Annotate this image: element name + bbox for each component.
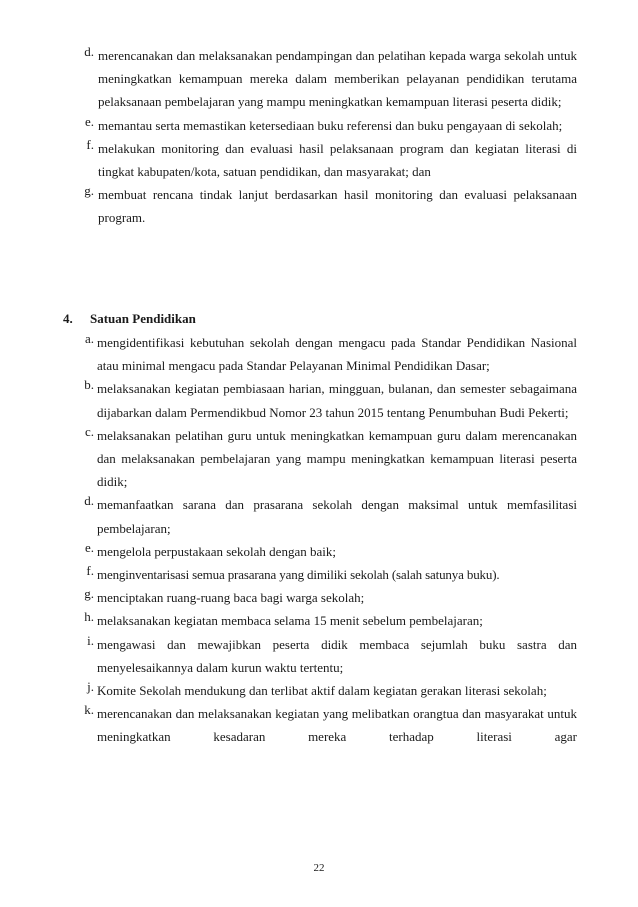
list-marker: f. [86, 563, 94, 579]
list-item-g [0, 586, 577, 609]
list-item-text: membuat rencana tindak lanjut berdasarkan hasil monitoring dan evaluasi pelaksanaan program. [98, 187, 577, 226]
list-item-text: memantau serta memastikan ketersediaan buku referensi dan buku pengayaan di sekolah; [98, 117, 563, 133]
list-item-d [0, 493, 577, 539]
list-item-text: memanfaatkan sarana dan prasarana sekolah dengan maksimal untuk memfasilitasi pembelajaran; [97, 497, 577, 536]
list-item-text: melaksanakan kegiatan membaca selama 15 menit sebelum pembelajaran; [97, 613, 483, 629]
list-item-b [0, 377, 577, 423]
list-item-f [0, 137, 577, 183]
list-marker: g. [84, 183, 94, 199]
section-number: 4. [63, 311, 73, 326]
page-number: 22 [313, 862, 325, 874]
list-marker: e. [84, 539, 94, 555]
list-item-d [0, 44, 577, 114]
list-item-g [0, 183, 577, 229]
list-marker: k. [84, 702, 94, 718]
list-item-text: mengawasi dan mewajibkan peserta didik membaca sejumlah buku sastra dan menyelesaikannya dalam kurun waktu tertentu; [97, 636, 577, 675]
list-marker: i. [87, 632, 94, 648]
list-item-text: merencanakan dan melaksanakan pendampingan dan pelatihan kepada warga sekolah untuk meningkatkan kemampuan mereka dalam memberikan pelayanan pendidikan terutama pelaksanaan pembelajaran yang mampu meningkatkan kemampuan literasi peserta didik; [98, 48, 577, 110]
list-marker: h. [84, 609, 94, 625]
list-item-text: Komite Sekolah mendukung dan terlibat aktif dalam kegiatan gerakan literasi sekolah; [97, 683, 547, 699]
list-item-e [0, 540, 577, 563]
list-item-text: mengelola perpustakaan sekolah dengan baik; [97, 543, 336, 559]
list-item-e [0, 114, 577, 137]
list-item-text: melaksanakan pelatihan guru untuk meningkatkan kemampuan guru dalam merencanakan dan melaksanakan pembelajaran yang mampu meningkatkan kemampuan literasi peserta didik; [97, 427, 577, 490]
list-item-h [0, 609, 577, 632]
list-item-f [0, 563, 577, 586]
section-title: Satuan Pendidikan [90, 311, 196, 326]
continued-list [0, 44, 638, 230]
list-item-a [0, 331, 577, 377]
list-item-text: menciptakan ruang-ruang baca bagi warga sekolah; [97, 590, 365, 606]
list-marker: a. [84, 331, 94, 346]
list-marker: d. [84, 44, 94, 59]
list-marker: e. [84, 113, 94, 129]
list-item-j [0, 679, 577, 702]
list-item-text: merencanakan dan melaksanakan kegiatan yang melibatkan orangtua dan masyarakat untuk meningkatkan kesadaran mereka terhadap literasi agar [97, 706, 577, 745]
list-marker: b. [84, 377, 94, 393]
section-list [0, 331, 638, 749]
list-item-text: melaksanakan kegiatan pembiasaan harian, mingguan, bulanan, dan semester sebagaimana dijabarkan dalam Permendikbud Nomor 23 tahun 2015 tentang Penumbuhan Budi Pekerti; [97, 381, 577, 420]
list-marker: c. [84, 423, 94, 439]
list-marker: d. [84, 493, 94, 509]
list-item-k [0, 702, 577, 748]
list-item-text: menginventarisasi semua prasarana yang dimiliki sekolah (salah satunya buku). [97, 567, 500, 583]
list-item-text: mengidentifikasi kebutuhan sekolah dengan mengacu pada Standar Pendidikan Nasional atau minimal mengacu pada Standar Pelayanan Minimal Pendidikan Dasar; [97, 335, 577, 374]
list-marker: j. [87, 679, 94, 695]
list-marker: f. [86, 136, 94, 152]
list-item-c [0, 424, 577, 494]
list-item-i [0, 633, 577, 679]
list-item-text: melakukan monitoring dan evaluasi hasil pelaksanaan program dan kegiatan literasi di tingkat kabupaten/kota, satuan pendidikan, dan masyarakat; dan [98, 140, 577, 180]
section-heading [63, 307, 196, 330]
list-marker: g. [84, 586, 94, 602]
